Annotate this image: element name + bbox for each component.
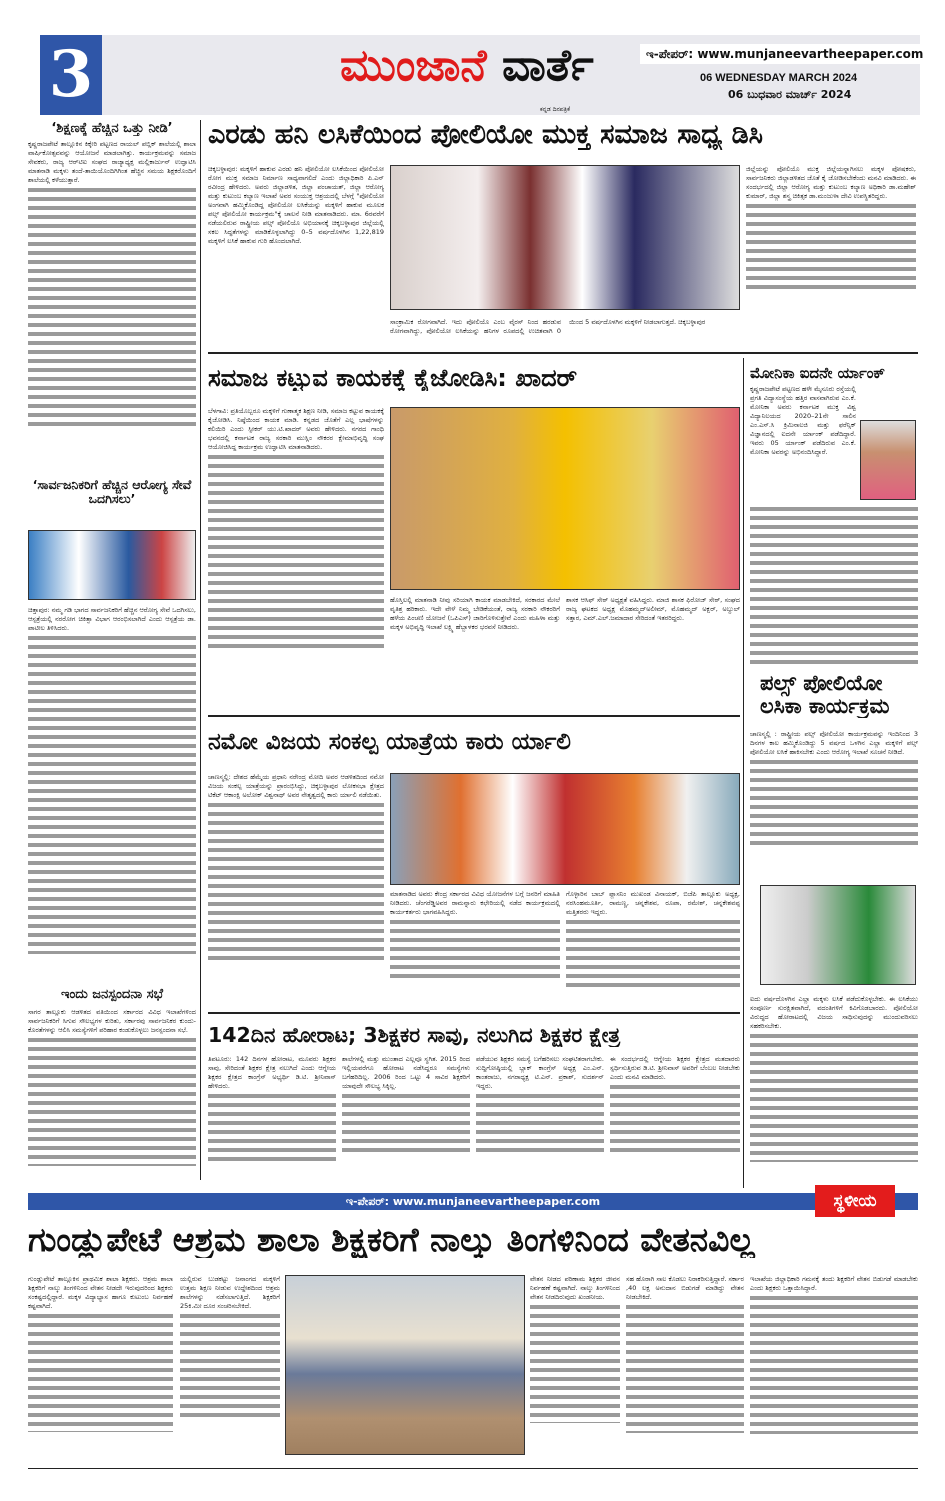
article-body: ಕೃಷ್ಣರಾಜಪೇಟೆ ಪಟ್ಟಣದ ಹಳೇ ಮೈಸೂರು ರಸ್ತೆಯಲ್ಲಿ ಪ್ರಗತಿ ವಿದ್ಯಾಸಂಸ್ಥೆಯ ಹತ್ತಿರ ವಾಸವಾಗಿರುವ ಎಂ.ಕೆ. ಮೋನಿಕಾ ಅವರು ಕರ್ನಾಟಕ ಮುಕ್ತ ವಿಶ್ವ ವಿದ್ಯಾನಿಲಯದ 2020–21ನೇ ಸಾಲಿನ ಎಂ.ಎಸ್.ಸಿ ಕ್ರಿಮಿನಾಲಜಿ ಮತ್ತು ಫರೆನ್ಸಿಕ್ ವಿಜ್ಞಾನದಲ್ಲಿ ಐದನೇ ರ್ಯಾಂಕ್ ಪಡೆದಿದ್ದಾರೆ. ಇವರು 05 ರ್ಯಾಂಕ್ ಪಡೆದಿರುವ ಎಂ.ಕೆ. ಮೋನಿಕಾ ಅವರನ್ನು ಅಭಿನಂದಿಸಿದ್ದಾರೆ. bbox=[750, 385, 856, 456]
headline: ಪಲ್ಸ್ ಪೋಲಿಯೋ ಲಸಿಕಾ ಕಾರ್ಯಕ್ರಮ bbox=[760, 672, 890, 719]
article-body: ಯಲ್ಲಿರುವ ಬುಡಕಟ್ಟು ಜನಾಂಗದ ಮಕ್ಕಳಿಗೆ ಉತ್ತಮ ಶಿಕ್ಷಣ ನೀಡುವ ಉದ್ದೇಶದಿಂದ ಆಶ್ರಮ ಶಾಲೆಗಳನ್ನು ನಡೆಸಲಾಗುತ್ತಿದೆ. ಶಿಕ್ಷಕರಿಗೆ 25ಕಿ.ಮೀ ದೂರ ಸಂಚರಿಸಬೇಕಿದೆ. bbox=[180, 1275, 280, 1465]
divider bbox=[208, 1012, 740, 1014]
text-lines bbox=[750, 758, 918, 848]
article-body: ವೇತನ ನೀಡದ ಪರಿಣಾಮ ಶಿಕ್ಷಕರ ಜೀವನ ನಿರ್ವಹಣೆ ಕಷ್ಟವಾಗಿದೆ. ನಾಲ್ಕು ತಿಂಗಳಿನಿಂದ ವೇತನ ನೀಡದಿರುವುದು ಖಂಡನೀಯ. bbox=[530, 1275, 620, 1465]
text-lines bbox=[28, 1312, 173, 1432]
article-body: ಈ ಸಂದರ್ಭದಲ್ಲಿ ಆಗ್ನೇಯ ಶಿಕ್ಷಕರ ಕ್ಷೇತ್ರದ ಮತದಾರರು ಸ್ಪರ್ಧಿಸುತ್ತಿರುವ ಡಿ.ಟಿ. ಶ್ರೀನಿವಾಸ್ ಅವರಿಗೆ ಬೆಂಬಲ ನೀಡಬೇಕು ಎಂದು ಮನವಿ ಮಾಡಿದರು. bbox=[610, 1055, 740, 1183]
headline: ನಮೋ ವಿಜಯ ಸಂಕಲ್ಪ ಯಾತ್ರೆಯ ಕಾರು ರ್ಯಾಲಿ bbox=[208, 730, 571, 755]
text-lines bbox=[28, 186, 196, 426]
text-lines bbox=[750, 1294, 918, 1434]
headline: ‘ಶಿಕ್ಷಣಕ್ಕೆ ಹೆಚ್ಚಿನ ಒತ್ತು ನೀಡಿ’ bbox=[51, 122, 173, 136]
section-label: ಸ್ಥಳೀಯ bbox=[815, 1185, 895, 1217]
article-body: ಮಾತನಾಡಿದ ಅವರು ಕೇಂದ್ರ ಸರ್ಕಾರದ ವಿವಿಧ ಯೋಜನೆಗಳ ಬಗ್ಗೆ ಜನರಿಗೆ ಮಾಹಿತಿ ನೀಡಿದರು. ಚೆಂಗರೆಡ್ಡಿಅವರ ರಾಮನ್ನಾರು ಕಛೇರಿಯಲ್ಲಿ ನಡೆದ ಕಾರ್ಯಕ್ರಮದಲ್ಲಿ ಕಾರ್ಯಕರ್ತರು ಭಾಗವಹಿಸಿದ್ದರು. bbox=[390, 890, 560, 1005]
divider bbox=[208, 715, 740, 717]
text-lines bbox=[530, 1303, 620, 1423]
headline: ಇಂದು ಜನಸ್ಪಂದನಾ ಸಭೆ bbox=[61, 988, 163, 1002]
epaper-link[interactable]: ಇ-ಪೇಪರ್: www.munjaneevartheepaper.com bbox=[640, 44, 920, 64]
text-lines bbox=[746, 202, 916, 292]
headline: ‘ಸಾರ್ವಜನಿಕರಿಗೆ ಹೆಚ್ಚಿನ ಆರೋಗ್ಯ ಸೇವೆ ಒದಗಿಸಲು’ bbox=[32, 478, 192, 506]
headline: ಮೋನಿಕಾ ಐದನೇ ರ್ಯಾಂಕ್ bbox=[750, 365, 885, 382]
article-body bbox=[750, 505, 918, 665]
text-lines bbox=[610, 1083, 740, 1153]
date-english: 06 WEDNESDAY MARCH 2024 bbox=[700, 72, 858, 84]
newspaper-logo bbox=[340, 40, 594, 91]
article-body: ಶಾಸಕ ಆಸಿಫ್ ಸೇಠ್ ಅಧ್ಯಕ್ಷತೆ ವಹಿಸಿದ್ದರು. ಮಾಜಿ ಶಾಸಕ ಫಿರೋಜ್ ಸೇಠ್, ಸಂಘದ ರಾಜ್ಯ ಘಟಕದ ಅಧ್ಯಕ್ಷ ಮೊಹಮ್ಮದ್‌ಅಲೀಮ್, ಮೊಹಮ್ಮದ್ ಅಕ್ಬರ್, ಅಬ್ದುಲ್ ಸತ್ತಾರ, ಎಮ್.ಎಲ್.ಜಮಾದಾರ ಸೇರಿದಂತೆ ಇತರರಿದ್ದರು. bbox=[566, 596, 740, 622]
portrait-photo bbox=[860, 420, 916, 500]
text-lines bbox=[390, 918, 560, 978]
text-lines bbox=[208, 453, 384, 653]
section-band bbox=[28, 1193, 918, 1210]
rally-photo bbox=[390, 773, 740, 885]
photo-caption: ಸಾಂಕ್ರಾಮಿಕ ರೋಗವಾಗಿದೆ. ಇದು ಪೋಲಿಯೊ ಎಂಬ ವೈರಸ್ ನಿಂದ ಹರಡುವ ರೋಗವಾಗಿದ್ದು, ಪೋಲಿಯೋ ಲಸಿಕೆಯನ್ನು ಹನಿಗಳ ರೂಪದಲ್ಲಿ ಉಚಿತವಾಗಿ 0 ಯಿಂದ 5 ವರ್ಷದೊಳಗಿನ ಮಕ್ಕಳಿಗೆ ನೀಡಲಾಗುತ್ತದೆ. ಚಿಕ್ಕಬಳ್ಳಾಪುರ bbox=[390, 318, 706, 335]
polio-event-photo bbox=[390, 165, 740, 310]
article-body: ಪಡೆಯುವ ಶಿಕ್ಷಕರ ಸಮಸ್ಯೆ ಬಗೆಹರಿಸಲು ಸಂಘಟಿತರಾಗಬೇಕು. ಸುದ್ದಿಗೋಷ್ಠಿಯಲ್ಲಿ ಬ್ಲಾಕ್ ಕಾಂಗ್ರೆಸ್ ಅಧ್ಯಕ್ಷ ಎಂ.ಎನ್. ಕಾಂತರಾಜು, ನಗರಾಧ್ಯಕ್ಷ ಟಿ.ಎನ್. ಪ್ರಕಾಶ್, ಸುದರ್ಶನ್ ಇದ್ದರು. bbox=[476, 1055, 604, 1183]
speaker-event-photo bbox=[390, 407, 740, 590]
article-body: ಹೊಸ್ತಿಲಲ್ಲಿ ಮಾತನಾಡಿ ನೀವು ಸರಿಯಾಗಿ ಕಾಯಕ ಮಾಡಬೇಕಿದೆ, ಸರಕಾರದ ಮೇಲೆ ವೃತಿಶ್ರ ಹರಿಕಾರು. ಇದೇ ವೇಳೆ ನಿಮ್ಮ ಬೇಡಿಕೆಯಂತೆ, ರಾಜ್ಯ ಸರಕಾರಿ ನೌಕರರಿಗೆ ಹಳೆಯ ಪಿಂಚಣಿ ಯೋಜನೆ (ಒಪಿಎಸ್) ಜಾರಿಗೊಳಿಸುತ್ತೇವೆ ಎಂದು ಮಹಿಳಾ ಮತ್ತು ಮಕ್ಕಳ ಅಭಿವೃದ್ಧಿ ಇಲಾಖೆ ಲಕ್ಷ್ಮಿ ಹೆಬ್ಬಾಳಕರ ಭರವಸೆ ನೀಡಿದರು. bbox=[390, 596, 560, 631]
text-lines bbox=[28, 634, 196, 954]
article-body: ಇಲಾಖೆಯ ಜಿಲ್ಲಾಧಿಕಾರಿ ಗಮನಕ್ಕೆ ತಂದು ಶಿಕ್ಷಕರಿಗೆ ವೇತನ ಬಿಡುಗಡೆ ಮಾಡಬೇಕು ಎಂದು ಶಿಕ್ಷಕರು ಒತ್ತಾಯಿಸಿದ್ದಾರೆ. bbox=[750, 1275, 918, 1465]
ashram-school-photo bbox=[285, 1275, 525, 1455]
text-lines bbox=[566, 918, 740, 988]
hospital-photo bbox=[28, 530, 196, 600]
divider bbox=[28, 1468, 918, 1469]
text-lines bbox=[208, 801, 384, 961]
column-divider bbox=[743, 358, 744, 1188]
headline: 142ದಿನ ಹೋರಾಟ; 3ಶಿಕ್ಷಕರ ಸಾವು, ನಲುಗಿದ ಶಿಕ್ಷಕರ ಕ್ಷೇತ್ರ bbox=[208, 1024, 621, 1047]
text-lines bbox=[750, 1032, 918, 1162]
epaper-link[interactable]: ಇ-ಪೇಪರ್: www.munjaneevartheepaper.com bbox=[345, 1195, 601, 1208]
lead-headline: ಎರಡು ಹನಿ ಲಸಿಕೆಯಿಂದ ಪೋಲಿಯೋ ಮುಕ್ತ ಸಮಾಜ ಸಾಧ್ಯ ಡಿಸಿ bbox=[208, 120, 763, 150]
text-lines bbox=[28, 1036, 196, 1166]
text-lines bbox=[626, 1303, 744, 1433]
text-lines bbox=[180, 1312, 280, 1422]
bottom-headline: ಗುಂಡ್ಲುಪೇಟೆ ಆಶ್ರಮ ಶಾಲಾ ಶಿಕ್ಷಕರಿಗೆ ನಾಲ್ಕು ತಿಂಗಳಿನಿಂದ ವೇತನವಿಲ್ಲ bbox=[28, 1222, 755, 1259]
logo-tagline: ಕನ್ನಡ ದಿನಪತ್ರಿಕೆ bbox=[540, 106, 571, 113]
logo-red: ಮುಂಜಾನೆ bbox=[340, 40, 487, 91]
text-lines bbox=[342, 1092, 470, 1152]
article-body: ಕೃಷ್ಣರಾಜಪೇಟೆ ತಾಲ್ಲೂಕಿನ ಕಿಕ್ಕೇರಿ ಪಟ್ಟಣದ ರಾಯಲ್ ಪಬ್ಲಿಕ್ ಶಾಲೆಯಲ್ಲಿ ಶಾಲಾ ವಾರ್ಷಿಕೋತ್ಸವವನ್ನು ಆಯೋಜನೆ ಮಾಡಲಾಗಿತ್ತು. ಕಾರ್ಯಕ್ರಮವನ್ನು ಸಮಾಜ ಸೇವಕರು, ರಾಜ್ಯ ಆರ್‌ಟಿಐ ಸಂಘದ ರಾಜ್ಯಾಧ್ಯಕ್ಷ ಮಲ್ಲಿಕಾರ್ಜುನ್ ಉದ್ಘಾಟಿಸಿ ಮಾತನಾಡಿ ಮಕ್ಕಳು ತಂದೆ-ತಾಯಿಯೊಂದಿಗಿಗಿಂತ ಹೆಚ್ಚಿನ ಸಮಯ ಶಿಕ್ಷಕರೊಂದಿಗೆ ಶಾಲೆಯಲ್ಲಿ ಕಳೆಯುತ್ತಾರೆ. bbox=[28, 140, 196, 470]
headline: ಸಮಾಜ ಕಟ್ಟುವ ಕಾಯಕಕ್ಕೆ ಕೈಜೋಡಿಸಿ: ಖಾದರ್ bbox=[208, 365, 578, 392]
article-body: ಜಿಲ್ಲೆಯನ್ನು ಪೋಲಿಯೊ ಮುಕ್ತ ಜಿಲ್ಲೆಯನ್ನಾಗಿಸಲು ಮಕ್ಕಳ ಪೋಷಕರು, ಸಾರ್ವಜನಿಕರು ಜಿಲ್ಲಾಡಳಿತದ ಜೊತೆ ಕೈ ಜೋಡಿಸಬೇಕೆಂದು ಮನವಿ ಮಾಡಿದರು. ಈ ಸಂದರ್ಭದಲ್ಲಿ ಜಿಲ್ಲಾ ಆರೋಗ್ಯ ಮತ್ತು ಕುಟುಂಬ ಕಲ್ಯಾಣ ಅಧಿಕಾರಿ ಡಾ.ಮಹೇಶ್ ಕುಮಾರ್, ಜಿಲ್ಲಾ ಶಸ್ತ್ರ ಚಿಕಿತ್ಸಕ ಡಾ.ಮಂಜುಳಾ ದೇವಿ ಉಪಸ್ಥಿತರಿದ್ದರು. bbox=[746, 165, 916, 345]
divider bbox=[208, 352, 918, 354]
logo-black: ವಾರ್ತೆ bbox=[501, 40, 594, 91]
page-number: 3 bbox=[40, 35, 102, 115]
article-body: ಗೊಳ್ಳಾರಿನ ಬಾಬ್ ಪ್ಲಾಸನಿಂ ಮುಖಂಡ ವಿನಾಯಕ್, ಬಿಜೆಪಿ ತಾಲ್ಲೂಕು ಅಧ್ಯಕ್ಷ, ನರಸಿಂಹಮೂರ್ತಿ, ರಾಮಣ್ಣ, ಚನ್ನಕೇಶವ, ರೂಪಾ, ರಮೇಶ್, ಚನ್ನಕೇಶವಪ್ಪ ಮತ್ತಿತರರು ಇದ್ದರು. bbox=[566, 890, 740, 1005]
date-kannada: 06 ಬುಧವಾರ ಮಾರ್ಚ್ 2024 bbox=[728, 88, 852, 101]
article-body: ಸಾಗರ ತಾಲ್ಲೂಕು ಆಡಳಿತದ ವತಿಯಿಂದ ಸರ್ಕಾರದ ವಿವಿಧ ಇಲಾಖೆಗಳಿಂದ ಸಾರ್ವಜನಿಕರಿಗೆ ಸಿಗುವ ಸೌಲಭ್ಯಗಳ ಕುರಿತು, ಸರ್ಕಾರವು ಸಾರ್ವಜನಿಕರ ಕುಂದು-ಕೊರತೆಗಳನ್ನು ಆಲಿಸಿ ಸಮಸ್ಯೆಗಳಿಗೆ ಪರಿಹಾರ ಕಂಡುಕೊಳ್ಳಲು ಜನಸ್ಪಂದನಾ ಸಭೆ. bbox=[28, 1008, 196, 1180]
polio-drops-photo bbox=[760, 885, 916, 985]
column-divider bbox=[200, 120, 201, 1180]
article-body: ಚಿಕ್ಕಬಳ್ಳಾಪುರ: ಮಕ್ಕಳಿಗೆ ಹಾಕುವ ಎರಡು ಹನಿ ಪೋಲಿಯೋ ಲಸಿಕೆಯಿಂದ ಪೋಲಿಯೋ ರೋಗ ಮುಕ್ತ ಸಮಾಜ ನಿರ್ಮಾಣ ಸಾಧ್ಯವಾಗಲಿದೆ ಎಂದು ಜಿಲ್ಲಾಧಿಕಾರಿ ಪಿ.ಎನ್ ರವೀಂದ್ರ ಹೇಳಿದರು. ಅವರು ಜಿಲ್ಲಾಡಳಿತ, ಜಿಲ್ಲಾ ಪಂಚಾಯತ್, ಜಿಲ್ಲಾ ಆರೋಗ್ಯ ಮತ್ತು ಕುಟುಂಬ ಕಲ್ಯಾಣ ಇಲಾಖೆ ಅವರ ಸಂಯುಕ್ತ ಆಶ್ರಯದಲ್ಲಿ ಬೆಳಗ್ಗೆ "ಪೋಲಿಯೋ ಅಂಗವಾಗಿ ಹಮ್ಮಿಕೊಂಡಿದ್ದ ಪೋಲಿಯೋ ಲಸಿಕೆಯನ್ನು ಮಕ್ಕಳಿಗೆ ಹಾಕುವ ಮೂಲಕ ಪಲ್ಸ್ ಪೋಲಿಯೋ ಕಾರ್ಯಕ್ರಮ"ಕ್ಕೆ ಚಾಲನೆ ನೀಡಿ ಮಾತನಾಡಿದರು. ಮಾ. 6ರವರೆಗೆ ನಡೆಯಲಿರುವ ರಾಷ್ಟ್ರೀಯ ಪಲ್ಸ್ ಪೋಲಿಯೊ ಅಭಿಯಾನಕ್ಕೆ ಚಿಕ್ಕಬಳ್ಳಾಪುರ ಜಿಲ್ಲೆಯಲ್ಲಿ ಸಕಲ ಸಿದ್ಧತೆಗಳನ್ನು ಮಾಡಿಕೊಳ್ಳಲಾಗಿದ್ದು 0–5 ವರ್ಷದೊಳಗಿನ 1,22,819 ಮಕ್ಕಳಿಗೆ ಲಸಿಕೆ ಹಾಕುವ ಗುರಿ ಹೊಂದಲಾಗಿದೆ. bbox=[208, 165, 384, 245]
article-body: ಐದು ವರ್ಷದೊಳಗಿನ ಎಲ್ಲಾ ಮಕ್ಕಳು ಲಸಿಕೆ ಪಡೆದುಕೊಳ್ಳಬೇಕು. ಈ ಲಸಿಕೆಯು ಸಂಪೂರ್ಣ ಸುರಕ್ಷಿತವಾಗಿದೆ, ವದಂತಿಗಳಿಗೆ ಕಿವಿಗೊಡಬಾರದು. ಪೋಲಿಯೋ ವಿರುದ್ಧದ ಹೋರಾಟದಲ್ಲಿ ವಿಜಯ ಸಾಧಿಸುವುದನ್ನು ಮುಂದುವರಿಸಲು ಸಹಕರಿಸಬೇಕು. bbox=[750, 995, 918, 1180]
article-body: ಬೆಳಗಾವಿ: ಪ್ರತಿಯೊಬ್ಬರೂ ಮಕ್ಕಳಿಗೆ ಗುಣಾತ್ಮಕ ಶಿಕ್ಷಣ ನೀಡಿ, ಸಮಾಜ ಕಟ್ಟುವ ಕಾಯಕಕ್ಕೆ ಕೈಜೋಡಿಸಿ. ನಿಷ್ಠೆಯಿಂದ ಕಾಯಕ ಮಾಡಿ. ಕನ್ನಡದ ಜೊತೆಗೆ ಎಲ್ಲ ಭಾಷೆಗಳನ್ನು ಕಲಿಯಿರಿ ಎಂದು ಸ್ಪೀಕರ್ ಯು.ಟಿ.ಖಾದರ್ ಅವರು ಹೇಳಿದರು. ನಗರದ ಗಾಂಧಿ ಭವನದಲ್ಲಿ ಕರ್ನಾಟಕ ರಾಜ್ಯ ಸರಕಾರಿ ಮುಸ್ಲಿಂ ನೌಕರರ ಕ್ಷೇಮಾಭಿವೃದ್ಧಿ ಸಂಘ ಆಯೋಜಿಸಿದ್ದ ಕಾರ್ಯಕ್ರಮ ಉದ್ಘಾಟಿಸಿ ಮಾತನಾಡಿದರು. bbox=[208, 407, 384, 707]
article-body: ಚಾಣಸ್ಮಲ್ಲಿ: ದೇಶದ ಹೆಮ್ಮೆಯ ಪ್ರಧಾನಿ ನರೇಂದ್ರ ಮೋದಿ ಅವರ ಆಡಳಿತದಿಂದ ನಮೋ ವಿಜಯ ಸಂಕಲ್ಪ ಯಾತ್ರೆಯನ್ನು ಪ್ರಾರಂಭಿಸಿದ್ದು, ಚಿಕ್ಕಬಳ್ಳಾಪುರ ಲೋಕಸಭಾ ಕ್ಷೇತ್ರದ ಟಿಕೆಟ್ ಆಕಾಂಕ್ಷಿ ಅಲೋಕ್ ವಿಶ್ವನಾಥ್ ಅವರ ನೇತೃತ್ವದಲ್ಲಿ ಕಾರು ರ್ಯಾಲಿ ನಡೆಯಿತು. bbox=[208, 773, 384, 1005]
text-lines bbox=[750, 505, 918, 665]
article-body: ಚಾಣಸ್ಮಲ್ಲಿ : ರಾಷ್ಟ್ರೀಯ ಪಲ್ಸ್ ಪೋಲಿಯೋ ಕಾರ್ಯಕ್ರಮವನ್ನು ಇಂದಿನಿಂದ 3 ದಿನಗಳ ಕಾಲ ಹಮ್ಮಿಕೊಂಡಿದ್ದು 5 ವರ್ಷದ ಒಳಗಿನ ಎಲ್ಲಾ ಮಕ್ಕಳಿಗೆ ಪಲ್ಸ್ ಪೋಲಿಯೋ ಲಸಿಕೆ ಹಾಕಿಸಬೇಕು ಎಂದು ಆರೋಗ್ಯ ಇಲಾಖೆ ಸೂಚನೆ ನೀಡಿದೆ. bbox=[750, 730, 918, 880]
article-body: ಸಹ ಹೊರಾಗಿ ಸಾಲ ಕೊಡಲು ನಿರಾಕರಿಸುತ್ತಿದ್ದಾರೆ. ಸರ್ಕಾರ ,40 ಲಕ್ಷ ಅನುದಾನ ಬಿಡುಗಡೆ ಮಾಡಿದ್ದು ವೇತನ ನೀಡಬೇಕಿದೆ. bbox=[626, 1275, 744, 1465]
text-lines bbox=[476, 1092, 604, 1152]
article-body: ಚಿತ್ತಾಪುರ: ನಮ್ಮ ಗಡಿ ಭಾಗದ ಸಾರ್ವಜನಿಕರಿಗೆ ಹೆಚ್ಚಿನ ಆರೋಗ್ಯ ಸೇವೆ ಒದಗಿಸಲು, ಆಸ್ಪತ್ರೆಯಲ್ಲಿ ನರರೋಗ ಚಿಕಿತ್ಸಾ ವಿಭಾಗ ಆರಂಭಿಸಲಾಗಿದೆ ಎಂದು ಆಸ್ಪತ್ರೆಯ ಡಾ. ಪಾಟೀಲ ತಿಳಿಸಿದರು. bbox=[28, 606, 196, 976]
article-body: ಶಾಲೆಗಳಲ್ಲಿ ಮತ್ತು ಮುಂತಾದ ಎಲ್ಲವೂ ಸ್ಥಗಿತ. 2015 ರಿಂದ ಇಲ್ಲಿಯವರೆಗೂ ಹೋರಾಟ ನಡೆಸಿದ್ದರೂ ಸಮಸ್ಯೆಗಳು ಬಗೆಹರಿದಿಲ್ಲ. 2006 ರಿಂದ ಒಟ್ಟು 4 ಸಾವಿರ ಶಿಕ್ಷಕರಿಗೆ ಯಾವುದೇ ಸೌಲಭ್ಯ ಸಿಕ್ಕಿಲ್ಲ. bbox=[342, 1055, 470, 1183]
text-lines bbox=[208, 1092, 336, 1162]
article-body: ತಿಪಟೂರು: 142 ದಿನಗಳ ಹೋರಾಟ, ಮೂವರು ಶಿಕ್ಷಕರ ಸಾವು, ಸೇರಿದಂತೆ ಶಿಕ್ಷಕರ ಕ್ಷೇತ್ರ ನಲುಗಿದೆ ಎಂದು ಆಗ್ನೇಯ ಶಿಕ್ಷಕರ ಕ್ಷೇತ್ರದ ಕಾಂಗ್ರೆಸ್ ಅಭ್ಯರ್ಥಿ ಡಿ.ಟಿ. ಶ್ರೀನಿವಾಸ್ ಹೇಳಿದರು. bbox=[208, 1055, 336, 1183]
article-body: ಗುಂಡ್ಲುಪೇಟೆ ತಾಲ್ಲೂಕಿನ ಪ್ರಾಥಮಿಕ ಶಾಲಾ ಶಿಕ್ಷಕರು. ಆಶ್ರಮ ಶಾಲಾ ಶಿಕ್ಷಕರಿಗೆ ನಾಲ್ಕು ತಿಂಗಳಿನಿಂದ ವೇತನ ನೀಡದೇ ಇರುವುದರಿಂದ ಶಿಕ್ಷಕರು ಸಂಕಷ್ಟದಲ್ಲಿದ್ದಾರೆ. ಮಕ್ಕಳ ವಿದ್ಯಾಭ್ಯಾಸ ಹಾಗೂ ಕುಟುಂಬ ನಿರ್ವಹಣೆ ಕಷ್ಟವಾಗಿದೆ. bbox=[28, 1275, 173, 1465]
